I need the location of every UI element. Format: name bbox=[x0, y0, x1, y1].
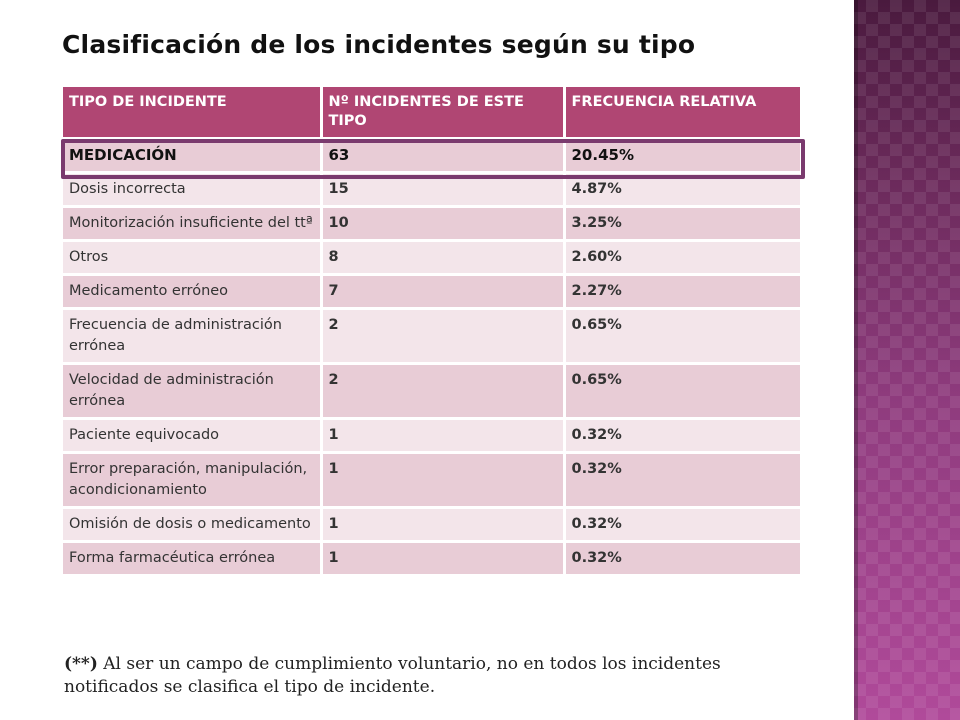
cell-tipo: Velocidad de administración errónea bbox=[63, 364, 321, 419]
cell-tipo: Otros bbox=[63, 241, 321, 275]
table-row bbox=[63, 207, 800, 241]
cell-numero: 15 bbox=[321, 173, 564, 207]
header-frecuencia: FRECUENCIA RELATIVA bbox=[564, 87, 800, 139]
cell-tipo: Dosis incorrecta bbox=[63, 173, 321, 207]
cell-numero: 1 bbox=[321, 419, 564, 453]
side-panel-edge bbox=[854, 0, 858, 720]
table-row bbox=[63, 419, 800, 453]
cell-tipo: Frecuencia de administración errónea bbox=[63, 309, 321, 364]
footnote-text: Al ser un campo de cumplimiento voluntario, no en todos los incidentes notificados se clasifica el tipo de incidente. bbox=[64, 654, 721, 697]
cell-tipo: Paciente equivocado bbox=[63, 419, 321, 453]
cell-frecuencia: 0.32% bbox=[564, 453, 800, 508]
header-tipo: TIPO DE INCIDENTE bbox=[63, 87, 321, 139]
table-row bbox=[63, 364, 800, 419]
cell-frecuencia: 0.32% bbox=[564, 419, 800, 453]
table-row bbox=[63, 173, 800, 207]
cell-frecuencia: 2.27% bbox=[564, 275, 800, 309]
header-numero: Nº INCIDENTES DE ESTE TIPO bbox=[321, 87, 564, 139]
cell-frecuencia: 4.87% bbox=[564, 173, 800, 207]
diamond-pattern bbox=[854, 0, 960, 720]
cell-tipo: Forma farmacéutica errónea bbox=[63, 542, 321, 576]
cell-frecuencia: 20.45% bbox=[564, 139, 800, 173]
cell-tipo: MEDICACIÓN bbox=[63, 139, 321, 173]
table-header-row bbox=[63, 87, 800, 139]
cell-numero: 1 bbox=[321, 542, 564, 576]
cell-numero: 1 bbox=[321, 508, 564, 542]
cell-frecuencia: 2.60% bbox=[564, 241, 800, 275]
cell-tipo: Medicamento erróneo bbox=[63, 275, 321, 309]
cell-frecuencia: 0.65% bbox=[564, 364, 800, 419]
table-row bbox=[63, 309, 800, 364]
cell-frecuencia: 0.65% bbox=[564, 309, 800, 364]
cell-numero: 8 bbox=[321, 241, 564, 275]
table-row bbox=[63, 275, 800, 309]
cell-numero: 10 bbox=[321, 207, 564, 241]
cell-frecuencia: 3.25% bbox=[564, 207, 800, 241]
footnote-marker: (**) bbox=[64, 654, 98, 674]
slide-title: Clasificación de los incidentes según su tipo bbox=[62, 30, 696, 59]
table-row bbox=[63, 453, 800, 508]
table-row bbox=[63, 241, 800, 275]
footnote bbox=[64, 653, 784, 699]
cell-numero: 63 bbox=[321, 139, 564, 173]
cell-numero: 2 bbox=[321, 364, 564, 419]
cell-numero: 2 bbox=[321, 309, 564, 364]
cell-tipo: Error preparación, manipulación, acondicionamiento bbox=[63, 453, 321, 508]
cell-frecuencia: 0.32% bbox=[564, 542, 800, 576]
decorative-side-panel bbox=[854, 0, 960, 720]
cell-tipo: Monitorización insuficiente del ttª bbox=[63, 207, 321, 241]
cell-frecuencia: 0.32% bbox=[564, 508, 800, 542]
cell-numero: 7 bbox=[321, 275, 564, 309]
incident-table bbox=[63, 87, 800, 577]
table-row bbox=[63, 508, 800, 542]
table-row bbox=[63, 139, 800, 173]
cell-numero: 1 bbox=[321, 453, 564, 508]
cell-tipo: Omisión de dosis o medicamento bbox=[63, 508, 321, 542]
table-row bbox=[63, 542, 800, 576]
